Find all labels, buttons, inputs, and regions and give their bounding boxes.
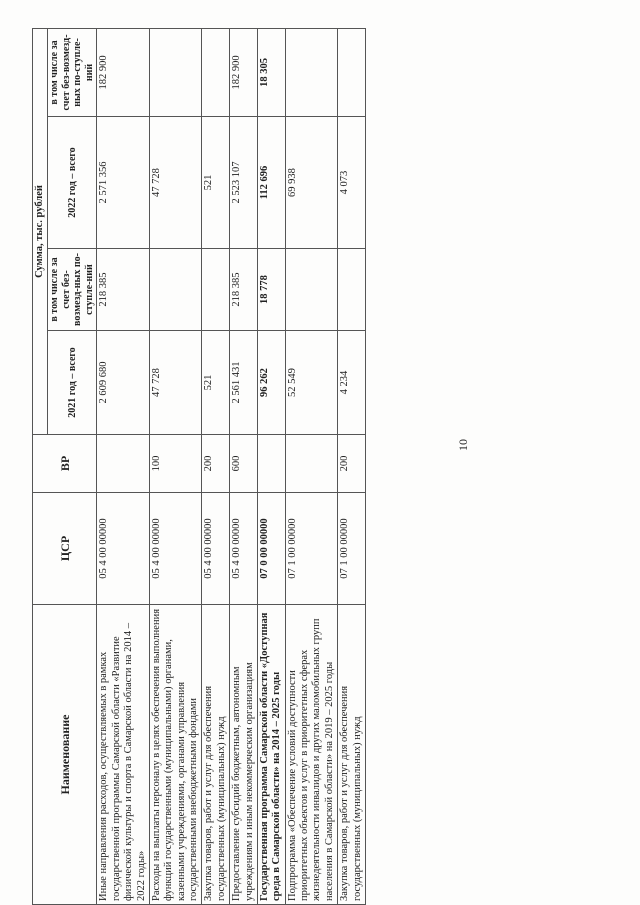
cell-vr: [285, 435, 338, 493]
cell-grant-2022: 182 900: [97, 28, 150, 116]
cell-vr: 100: [149, 435, 202, 493]
header-name: Наименование: [33, 605, 97, 905]
cell-total-2021: 47 728: [149, 331, 202, 435]
cell-csr: 05 4 00 00000: [230, 493, 258, 605]
table-body: [97, 28, 366, 904]
cell-grant-2022: [202, 28, 230, 116]
header-row-top: [33, 28, 48, 904]
cell-grant-2021: 18 778: [257, 249, 285, 331]
cell-total-2021: 52 549: [285, 331, 338, 435]
cell-total-2022: 69 938: [285, 117, 338, 249]
cell-vr: [97, 435, 150, 493]
cell-total-2022: 4 073: [338, 117, 366, 249]
cell-csr: 05 4 00 00000: [202, 493, 230, 605]
cell-vr: 600: [230, 435, 258, 493]
cell-name: Иные направления расходов, осуществляемых в рамках государственной программы Самарской области «Развитие физической культуры и спорта в Самарской области на 2014 – 2022 годы»: [97, 605, 150, 905]
cell-name: Закупка товаров, работ и услуг для обеспечения государственных (муниципальных) нужд: [338, 605, 366, 905]
cell-total-2021: 96 262: [257, 331, 285, 435]
header-csr: ЦСР: [33, 493, 97, 605]
cell-total-2022: 47 728: [149, 117, 202, 249]
cell-grant-2021: 218 385: [230, 249, 258, 331]
cell-grant-2021: [202, 249, 230, 331]
cell-csr: 07 1 00 00000: [285, 493, 338, 605]
cell-grant-2021: [149, 249, 202, 331]
table-row: [257, 28, 285, 904]
cell-total-2021: 4 234: [338, 331, 366, 435]
table-row: [149, 28, 202, 904]
cell-csr: 05 4 00 00000: [97, 493, 150, 605]
cell-csr: 05 4 00 00000: [149, 493, 202, 605]
cell-total-2022: 2 571 356: [97, 117, 150, 249]
header-total-2022: 2022 год – всего: [48, 117, 97, 249]
header-total-2021: 2021 год – всего: [48, 331, 97, 435]
cell-csr: 07 0 00 00000: [257, 493, 285, 605]
cell-vr: [257, 435, 285, 493]
cell-name: Предоставление субсидий бюджетным, автономным учреждениям и иным некоммерческим организациям: [230, 605, 258, 905]
header-vr: ВР: [33, 435, 97, 493]
cell-grant-2022: [338, 28, 366, 116]
cell-grant-2022: [149, 28, 202, 116]
cell-total-2021: 2 561 431: [230, 331, 258, 435]
budget-table: [32, 28, 366, 905]
cell-total-2022: 2 523 107: [230, 117, 258, 249]
cell-csr: 07 1 00 00000: [338, 493, 366, 605]
table-row: [285, 28, 338, 904]
table-row: [97, 28, 150, 904]
cell-name: Расходы на выплаты персоналу в целях обеспечения выполнения функций государственными (муниципальными) органами, казенными учреждениями, органами управления государственными внебюджетными фондами: [149, 605, 202, 905]
table-row: [230, 28, 258, 904]
cell-grant-2021: [338, 249, 366, 331]
header-sum-group: Сумма, тыс. рублей: [33, 28, 48, 434]
cell-grant-2022: [285, 28, 338, 116]
table-row: [338, 28, 366, 904]
cell-name: Подпрограмма «Обеспечение условий доступности приоритетных объектов и услуг в приоритетных сферах жизнедеятельности инвалидов и других маломобильных групп населения в Самарской области» на 2019 – 2025 годы: [285, 605, 338, 905]
cell-grant-2022: 18 305: [257, 28, 285, 116]
cell-name: Государственная программа Самарской области «Доступная среда в Самарской области» на 2014 – 2025 годы: [257, 605, 285, 905]
page-number: 10: [456, 439, 470, 451]
cell-total-2022: 112 696: [257, 117, 285, 249]
cell-total-2022: 521: [202, 117, 230, 249]
header-grant-2022: в том числе за счет без-возмезд-ных по-ступле-ний: [48, 28, 97, 116]
header-grant-2021: в том числе за счет без-возмезд-ных по-ступле-ний: [48, 249, 97, 331]
cell-name: Закупка товаров, работ и услуг для обеспечения государственных (муниципальных) нужд: [202, 605, 230, 905]
table-row: [202, 28, 230, 904]
cell-total-2021: 2 609 680: [97, 331, 150, 435]
cell-grant-2022: 182 900: [230, 28, 258, 116]
cell-vr: 200: [202, 435, 230, 493]
cell-vr: 200: [338, 435, 366, 493]
cell-total-2021: 521: [202, 331, 230, 435]
cell-grant-2021: 218 385: [97, 249, 150, 331]
cell-grant-2021: [285, 249, 338, 331]
